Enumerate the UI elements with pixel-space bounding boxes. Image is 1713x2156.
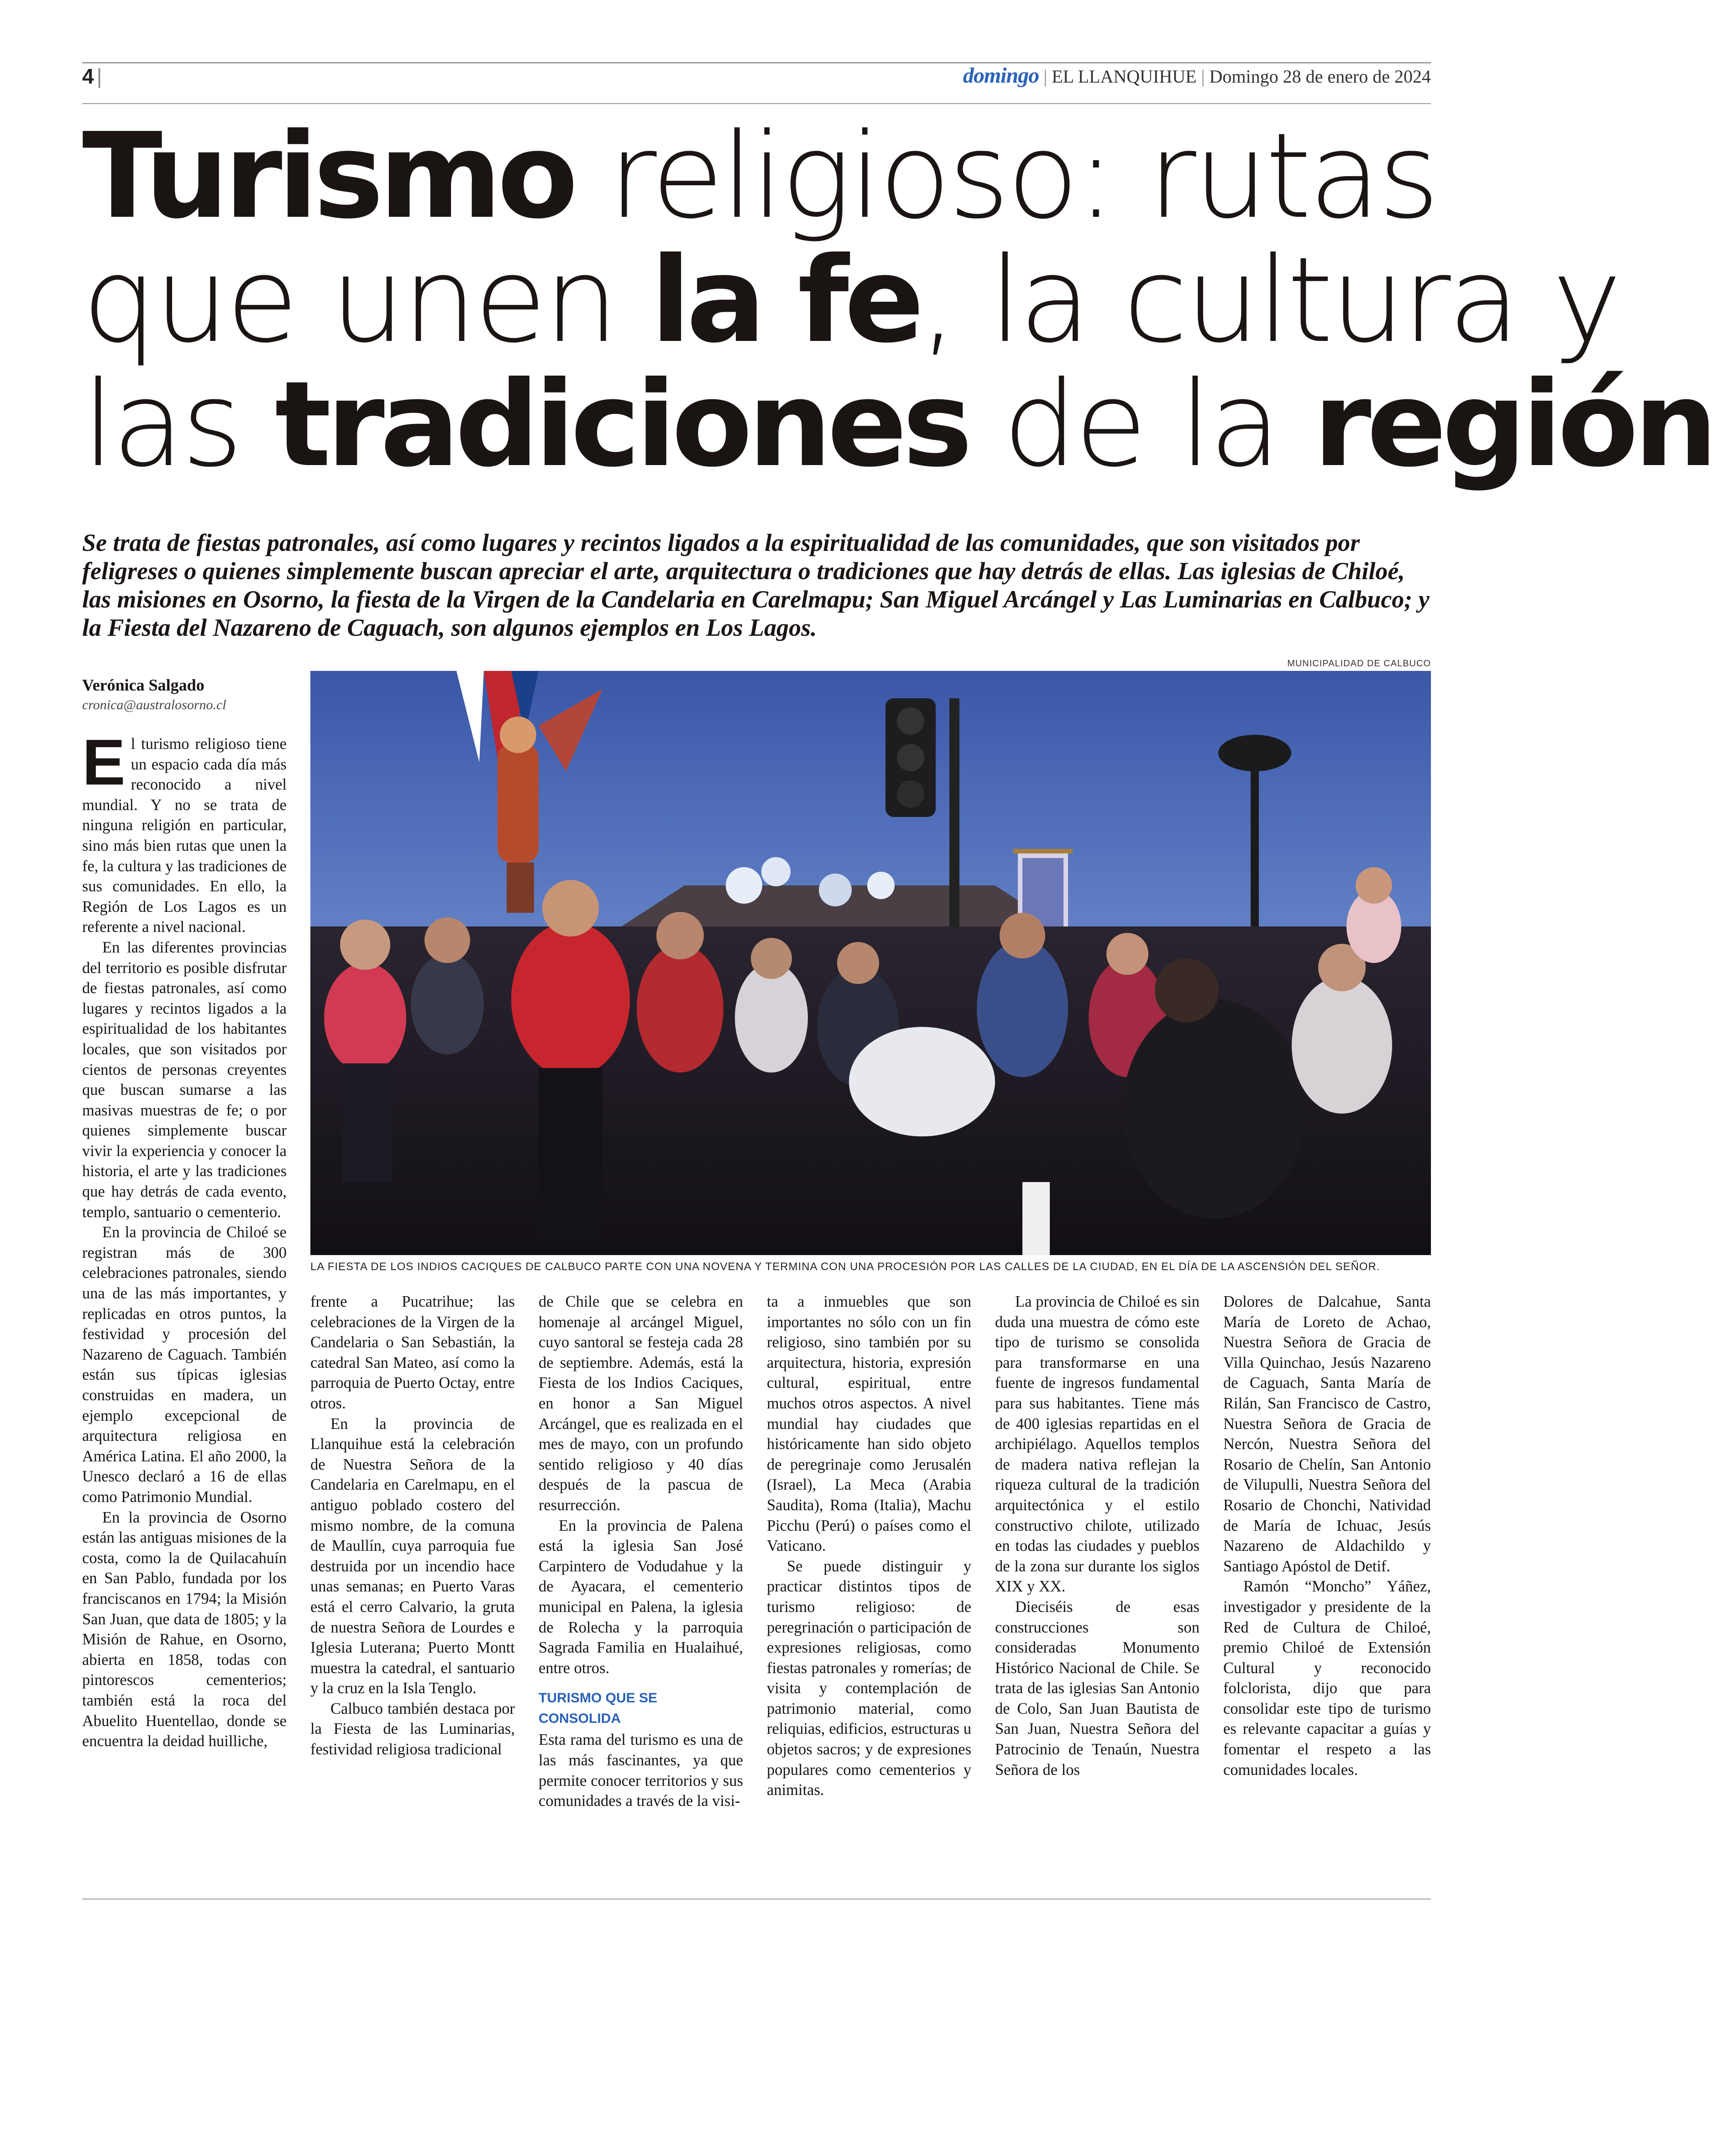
headline-line-3	[82, 356, 1713, 493]
headline-text-4: las	[82, 356, 275, 493]
lead-photo	[310, 671, 1431, 1255]
section-brand: domingo	[963, 63, 1039, 88]
paragraph-15: Dolores de Dalcahue, Santa María de Loreto de Achao, Nuestra Señora de Gracia de Villa Quinchao, Jesús Nazareno de Caguach, Santa María de Rilán, San Francisco de Castro, Nuestra Señora de Gracia de Nercón, Nuestra Señora del Rosario de Chelín, San Antonio de Vilupulli, Nuestra Señora del Rosario de Chonchi, Natividad de María de Ichuac, Jesús Nazareno de Aldachildo y Santiago Apóstol de Detif.	[1223, 1293, 1431, 1575]
headline	[82, 108, 1713, 493]
paragraph-12: Se puede distinguir y practicar distintos tipos de turismo religioso: de peregrinación o participación de expresiones religiosas, como fiestas patronales y romerías; de visita y contemplación de patrimonio material, como reliquias, edificios, estructuras u objetos sacros; y de expresiones populares como cementerios y animitas.	[767, 1557, 971, 1799]
drop-cap: E	[82, 726, 126, 799]
headline-bold-tradiciones: tradiciones	[275, 356, 968, 493]
issue-date: Domingo 28 de enero de 2024	[1209, 66, 1431, 87]
paragraph-14: Dieciséis de esas construcciones son consideradas Monumento Histórico Nacional de Chile. Se trata de las iglesias San Antonio de Colo, San Juan Bautista de San Juan, Nuestra Señora del Patrocinio de Tenaún, Nuestra Señora de los	[995, 1598, 1200, 1779]
headline-text-3: , la cultura y	[919, 232, 1619, 369]
paragraph-13: La provincia de Chiloé es sin duda una muestra de cómo este tipo de turismo se consolida para transformarse en una fuente de ingresos fundamental para sus habitantes. Tiene más de 400 iglesias repartidas en el archipiélago. Aquellos templos de madera nativa reflejan la riqueza cultural de la tradición arquitectónica y el estilo constructivo chilote, utilizado en todas las ciudades y pueblos de la zona sur durante los siglos XIX y XX.	[995, 1293, 1200, 1596]
masthead-divider: |	[1043, 66, 1048, 87]
paragraph-8: de Chile que se celebra en homenaje al arcángel Miguel, cuyo santoral se festeja cada 28 de septiembre. Además, está la Fiesta de los Indios Caciques, en honor a San Miguel Arcángel, que es realizada en el mes de mayo, con un profundo sentido religioso y 40 días después de la pascua de resurrección.	[539, 1293, 743, 1514]
newspaper-name: EL LLANQUIHUE	[1052, 66, 1197, 87]
footer-rule	[82, 1899, 1431, 1900]
paragraph-3: En la provincia de Chiloé se registran más de 300 celebraciones patronales, siendo una de las más importantes, y replicadas en otros puntos, la festividad y procesión del Nazareno de Caguach. También están sus típicas iglesias construidas en madera, un ejemplo excepcional de arquitectura religiosa en América Latina. El año 2000, la Unesco declaró a 16 de ellas como Patrimonio Mundial.	[82, 1224, 287, 1506]
article-column-6	[1223, 1292, 1431, 1780]
procession-photo-illustration	[310, 671, 1431, 1255]
paragraph-9: En la provincia de Palena está la iglesia San José Carpintero de Vodudahue y la de Ayacara, el cementerio municipal en Palena, la iglesia de Rolecha y la parroquia Sagrada Familia en Hualaihué, entre otros.	[539, 1517, 743, 1677]
paragraph-10: Esta rama del turismo es una de las más fascinantes, ya que permite conocer territorios y sus comunidades a través de la visi-	[539, 1731, 743, 1810]
page-number-divider: |	[96, 64, 102, 88]
subheading: TURISMO QUE SE CONSOLIDA	[539, 1690, 658, 1726]
headline-bold-region: región	[1313, 356, 1713, 493]
byline-author: Verónica Salgado	[82, 676, 204, 694]
paragraph-1	[82, 726, 287, 937]
header-bottom-rule	[82, 103, 1431, 104]
paragraph-7: Calbuco también destaca por la Fiesta de las Luminarias, festividad religiosa tradicional	[310, 1700, 515, 1758]
page-number-value: 4	[82, 64, 94, 88]
masthead-divider-2: |	[1201, 66, 1205, 87]
paragraph-1-text: l turismo religioso tiene un espacio cada día más reconocido a nivel mundial. Y no se trata de ninguna religión en particular, sino más bien rutas que unen la fe, la cultura y las tradiciones de sus comunidades. En ello, la Región de Los Lagos es un referente a nivel nacional.	[82, 735, 287, 936]
byline-email: cronica@australosorno.cl	[82, 697, 226, 712]
headline-text-5: de la	[968, 356, 1314, 493]
deck-summary: Se trata de fiestas patronales, así como lugares y recintos ligados a la espiritualidad de las comunidades, que son visitados por feligreses o quienes simplemente buscan apreciar el arte, arquitectura o tradiciones que hay detrás de ellas. Las iglesias de Chiloé, las misiones en Osorno, la fiesta de la Virgen de la Candelaria en Carelmapu; San Miguel Arcángel y Las Luminarias en Calbuco; y la Fiesta del Nazareno de Caguach, son algunos ejemplos en Los Lagos.	[82, 529, 1430, 641]
article-column-2	[310, 1292, 515, 1760]
article-column-3	[539, 1292, 743, 1811]
paragraph-11: ta a inmuebles que son importantes no sólo con un fin religioso, sino también por su arquitectura, historia, expresión cultural, espiritual, entre muchos otros aspectos. A nivel mundial hay ciudades que históricamente han sido objeto de peregrinaje como Jerusalén (Israel), La Meca (Arabia Saudita), Roma (Italia), Machu Picchu (Perú) o países como el Vaticano.	[767, 1293, 971, 1555]
article-column-1	[82, 726, 287, 1752]
paragraph-2: En las diferentes provincias del territorio es posible disfrutar de fiestas patronales, así como lugares y recintos ligados a la espiritualidad de los habitantes locales, que son visitados por cientos de personas creyentes que buscan sumarse a las masivas muestras de fe; o por quienes simplemente buscar vivir la experiencia y conocer la historia, el arte y las tradiciones que hay detrás de cada evento, templo, santuario o cementerio.	[82, 938, 287, 1221]
headline-line-1	[82, 108, 1437, 245]
article-column-4	[767, 1292, 971, 1800]
photo-credit: MUNICIPALIDAD DE CALBUCO	[1287, 659, 1431, 669]
headline-bold-turismo: Turismo	[82, 108, 574, 245]
photo-caption: LA FIESTA DE LOS INDIOS CACIQUES DE CALBUCO PARTE CON UNA NOVENA Y TERMINA CON UNA PROCESIÓN POR LAS CALLES DE LA CIUDAD, EN EL DÍA DE LA ASCENSIÓN DEL SEÑOR.	[310, 1261, 1380, 1273]
paragraph-6: En la provincia de Llanquihue está la celebración de Nuestra Señora de la Candelaria en Carelmapu, en el antiguo poblado costero del mismo nombre, de la comuna de Maullín, cuya parroquia fue destruida por un incendio hace unas semanas; en Puerto Varas está el cerro Calvario, la gruta de nuestra Señora de Lourdes e Iglesia Luterana; Puerto Montt muestra la catedral, el santuario y la cruz en la Isla Tenglo.	[310, 1415, 515, 1697]
article-column-5	[995, 1292, 1200, 1780]
paragraph-4: En la provincia de Osorno están las antiguas misiones de la costa, como la de Quilacahuín en San Pablo, fundada por los franciscanos en 1794; la Misión San Juan, que data de 1805; y la Misión de Rahue, en Osorno, abierta en 1858, todas con pintorescos cementerios; también está la roca del Abuelito Huentellao, donde se encuentra la deidad huilliche,	[82, 1508, 287, 1750]
page-number	[82, 64, 102, 89]
masthead	[963, 63, 1431, 88]
headline-bold-la-fe: la fe	[650, 232, 920, 369]
headline-text-1: religioso: rutas	[573, 108, 1437, 245]
headline-text-2: que unen	[82, 232, 651, 369]
paragraph-5: frente a Pucatrihue; las celebraciones de la Virgen de la Candelaria o San Sebastián, la catedral San Mateo, así como la parroquia de Puerto Octay, entre otros.	[310, 1293, 515, 1412]
headline-line-2	[82, 232, 1619, 369]
paragraph-16: Ramón “Moncho” Yáñez, investigador y presidente de la Red de Cultura de Chiloé, premio Chiloé de Extensión Cultural y reconocido folclorista, dijo que para consolidar este tipo de turismo es relevante capacitar a guías y fomentar el respeto a las comunidades locales.	[1223, 1578, 1431, 1779]
top-rule	[82, 62, 1431, 63]
